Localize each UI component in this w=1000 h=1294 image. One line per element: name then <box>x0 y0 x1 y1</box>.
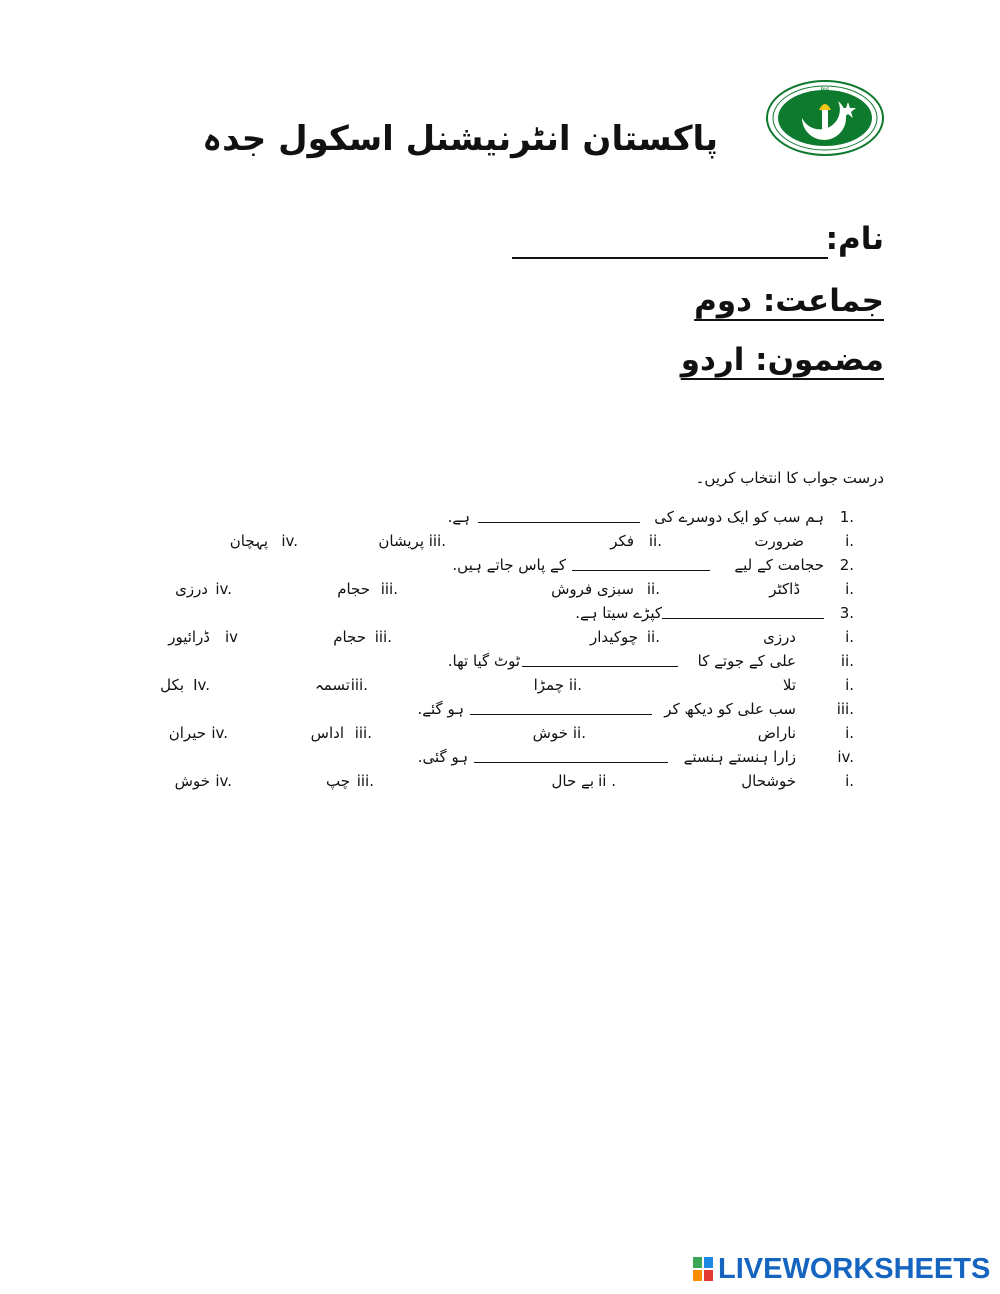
option-c[interactable]: پریشان <box>378 532 424 550</box>
question-text: سب علی کو دیکھ کر <box>664 700 796 718</box>
option-d[interactable]: حیران <box>168 724 206 742</box>
question-text-after: ہو گئی. <box>417 748 468 766</box>
option-a[interactable]: تلا <box>782 676 796 694</box>
liveworksheets-logo-icon <box>692 1256 714 1282</box>
option-c[interactable]: چپ <box>325 772 350 790</box>
answer-blank[interactable] <box>474 750 668 763</box>
option-b[interactable]: چمڑا <box>533 676 564 694</box>
option-b-number: ii. <box>568 676 582 694</box>
option-c-number: iii. <box>350 676 368 694</box>
option-b-number: ii. <box>648 532 662 550</box>
option-a[interactable]: ضرورت <box>754 532 804 550</box>
question-number: iv. <box>837 748 854 766</box>
name-label: نام: <box>825 221 884 257</box>
question-number: 3. <box>839 604 854 622</box>
option-b[interactable]: فکر <box>610 532 634 550</box>
name-blank-line[interactable] <box>512 257 828 259</box>
option-b[interactable]: سبزی فروش <box>551 580 634 598</box>
option-d[interactable]: خوش <box>174 772 210 790</box>
school-title: پاکستان انٹرنیشنل اسکول جدہ <box>202 119 718 159</box>
option-c-number: iii. <box>356 772 374 790</box>
option-number: i. <box>845 676 854 694</box>
option-b-number: ii . <box>598 772 616 790</box>
question-number: 2. <box>839 556 854 574</box>
instruction-text: درست جواب کا انتخاب کریں۔ <box>695 469 884 487</box>
option-d-number: Iv. <box>193 676 210 694</box>
option-number: i. <box>845 628 854 646</box>
option-d-number: iv. <box>215 772 232 790</box>
option-b-number: ii. <box>646 628 660 646</box>
option-c[interactable]: تسمہ <box>314 676 350 694</box>
brand-text: LIVEWORKSHEETS <box>718 1252 991 1285</box>
question-text: حجامت کے لیے <box>734 556 824 574</box>
subject-label: مضمون: اردو <box>680 342 884 378</box>
option-c[interactable]: حجام <box>337 580 370 598</box>
question-text: علی کے جوتے کا <box>697 652 796 670</box>
option-c[interactable]: اداس <box>310 724 344 742</box>
option-d[interactable]: بکل <box>160 676 184 694</box>
class-label: جماعت: دوم <box>694 283 884 319</box>
option-b-number: ii. <box>646 580 660 598</box>
option-number: i. <box>845 772 854 790</box>
option-number: i. <box>845 724 854 742</box>
option-number: i. <box>845 580 854 598</box>
question-number: 1. <box>839 508 854 526</box>
answer-blank[interactable] <box>522 654 678 667</box>
question-text-after: ہو گئے. <box>417 700 464 718</box>
option-a[interactable]: خوشحال <box>741 772 796 790</box>
school-logo <box>766 80 884 156</box>
answer-blank[interactable] <box>662 606 824 619</box>
option-b[interactable]: بے حال <box>551 772 594 790</box>
option-c-number: iii. <box>374 628 392 646</box>
option-b[interactable]: چوکیدار <box>590 628 638 646</box>
question-number: ii. <box>840 652 854 670</box>
svg-text:PIS: PIS <box>820 87 830 94</box>
question-number: iii. <box>836 700 854 718</box>
option-d-number: iv. <box>281 532 298 550</box>
option-d-number: iv. <box>215 580 232 598</box>
option-d-number: iv <box>224 628 238 646</box>
option-d[interactable]: درزی <box>175 580 208 598</box>
option-d[interactable]: پہچان <box>229 532 268 550</box>
option-c-number: iii. <box>380 580 398 598</box>
option-b-number: ii. <box>572 724 586 742</box>
option-a[interactable]: ناراض <box>757 724 796 742</box>
option-number: i. <box>845 532 854 550</box>
option-c-number: iii. <box>354 724 372 742</box>
option-a[interactable]: درزی <box>763 628 796 646</box>
option-a[interactable]: ڈاکٹر <box>769 580 800 598</box>
question-text-after: کے پاس جاتے ہیں. <box>452 556 566 574</box>
question-text-after: ہے. <box>447 508 470 526</box>
question-text: زارا ہنستے ہنستے <box>683 748 796 766</box>
option-d-number: iv. <box>211 724 228 742</box>
answer-blank[interactable] <box>470 702 652 715</box>
option-d[interactable]: ڈرائیور <box>168 628 210 646</box>
option-c[interactable]: حجام <box>333 628 366 646</box>
answer-blank[interactable] <box>572 558 710 571</box>
answer-blank[interactable] <box>478 510 640 523</box>
question-text-after: ٹوٹ گیا تھا. <box>447 652 520 670</box>
option-c-number: iii. <box>428 532 446 550</box>
option-b[interactable]: خوش <box>532 724 568 742</box>
question-text-after: کپڑے سیتا ہے. <box>575 604 662 622</box>
question-text: ہم سب کو ایک دوسرے کی <box>654 508 824 526</box>
liveworksheets-brand[interactable] <box>692 1254 990 1284</box>
